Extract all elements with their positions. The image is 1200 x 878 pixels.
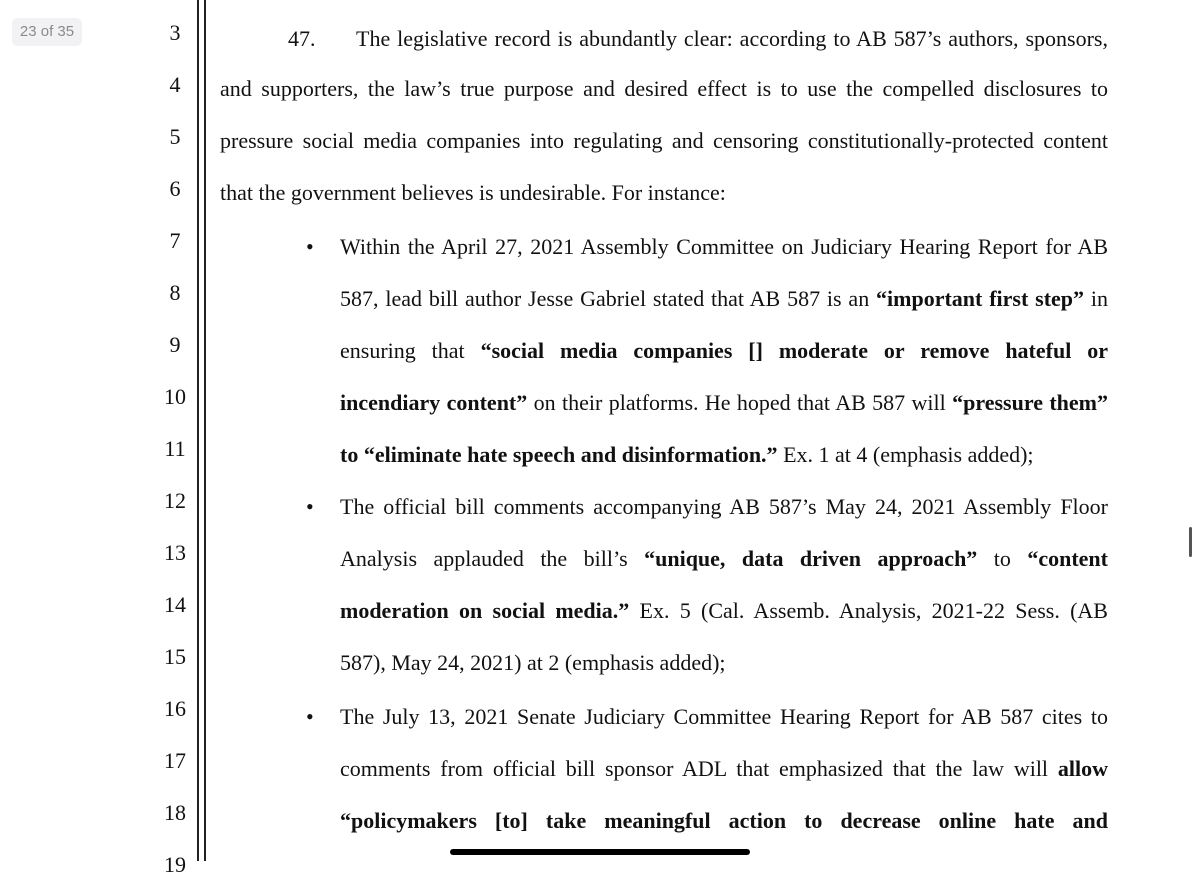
paragraph-line: The legislative record is abundantly clear: according to AB 587’s authors, sponsors,: [356, 26, 1108, 51]
line-number: 12: [164, 488, 186, 513]
text-run: comments from official bill sponsor ADL that emphasized that the law will: [340, 756, 1058, 781]
bullet-icon: •: [306, 494, 314, 519]
text-run: on their platforms. He hoped that AB 587 will: [527, 390, 953, 415]
line-number: 19: [164, 852, 186, 877]
scrollbar-thumb[interactable]: [1189, 527, 1192, 557]
bullet-line: [340, 338, 1108, 364]
bold-text: to “eliminate hate speech and disinformation.”: [340, 442, 778, 467]
line-number: 11: [164, 436, 186, 461]
line-number: 15: [164, 644, 186, 669]
bold-text: incendiary content”: [340, 390, 528, 415]
bold-text: moderation on social media.”: [340, 598, 630, 623]
text-run: to: [977, 546, 1028, 571]
bold-text: “pressure them”: [952, 390, 1109, 415]
line-number: 3: [169, 20, 181, 45]
text-run: Ex. 1 at 4 (emphasis added);: [777, 442, 1034, 467]
line-number: 18: [164, 800, 186, 825]
paragraph-line: and supporters, the law’s true purpose and desired effect is to use the compelled disclosures to: [220, 76, 1108, 101]
bullet-line: Within the April 27, 2021 Assembly Committee on Judiciary Hearing Report for AB: [340, 234, 1108, 259]
margin-rule-left-2: [204, 0, 206, 861]
text-run: 587, lead bill author Jesse Gabriel stated that AB 587 is an: [340, 286, 877, 311]
bullet-line: [340, 442, 1108, 468]
bold-text: “policymakers [to] take meaningful action to decrease online hate and: [340, 808, 1108, 833]
page-indicator: 23 of 35: [12, 18, 82, 46]
paragraph-number: 47.: [288, 26, 316, 51]
line-number: 16: [164, 696, 186, 721]
line-number: 7: [169, 228, 181, 253]
bullet-line: The July 13, 2021 Senate Judiciary Committee Hearing Report for AB 587 cites to: [340, 704, 1108, 729]
bold-text: allow: [1057, 756, 1108, 781]
line-number: 8: [169, 280, 181, 305]
line-number: 13: [164, 540, 186, 565]
paragraph-line: pressure social media companies into regulating and censoring constitutionally-protected content: [220, 128, 1108, 153]
bullet-icon: •: [306, 704, 314, 729]
line-number: 14: [164, 592, 186, 617]
line-number: 9: [169, 332, 181, 357]
bold-text: “social media companies [] moderate or remove hateful or: [480, 338, 1108, 363]
line-number: 5: [169, 124, 181, 149]
bold-text: “important first step”: [876, 286, 1085, 311]
text-run: Analysis applauded the bill’s: [340, 546, 645, 571]
bold-text: “unique, data driven approach”: [644, 546, 978, 571]
home-indicator[interactable]: [450, 849, 750, 855]
text-run: Ex. 5 (Cal. Assemb. Analysis, 2021-22 Sess. (AB: [629, 598, 1108, 623]
bullet-line: [340, 390, 1108, 416]
bullet-line: [340, 546, 1108, 572]
bullet-line: [340, 286, 1108, 312]
bullet-icon: •: [306, 234, 314, 259]
bullet-line: [340, 808, 1108, 834]
text-run: ensuring that: [340, 338, 481, 363]
bullet-line: [340, 756, 1108, 782]
paragraph-line: that the government believes is undesirable. For instance:: [220, 180, 726, 205]
bullet-line: 587), May 24, 2021) at 2 (emphasis added);: [340, 650, 726, 675]
line-number: 4: [169, 72, 181, 97]
line-number: 17: [164, 748, 186, 773]
bold-text: “content: [1027, 546, 1108, 571]
text-run: in: [1084, 286, 1108, 311]
bullet-line: The official bill comments accompanying AB 587’s May 24, 2021 Assembly Floor: [340, 494, 1108, 519]
line-number: 6: [169, 176, 181, 201]
line-number: 10: [164, 384, 186, 409]
bullet-line: [340, 598, 1108, 624]
